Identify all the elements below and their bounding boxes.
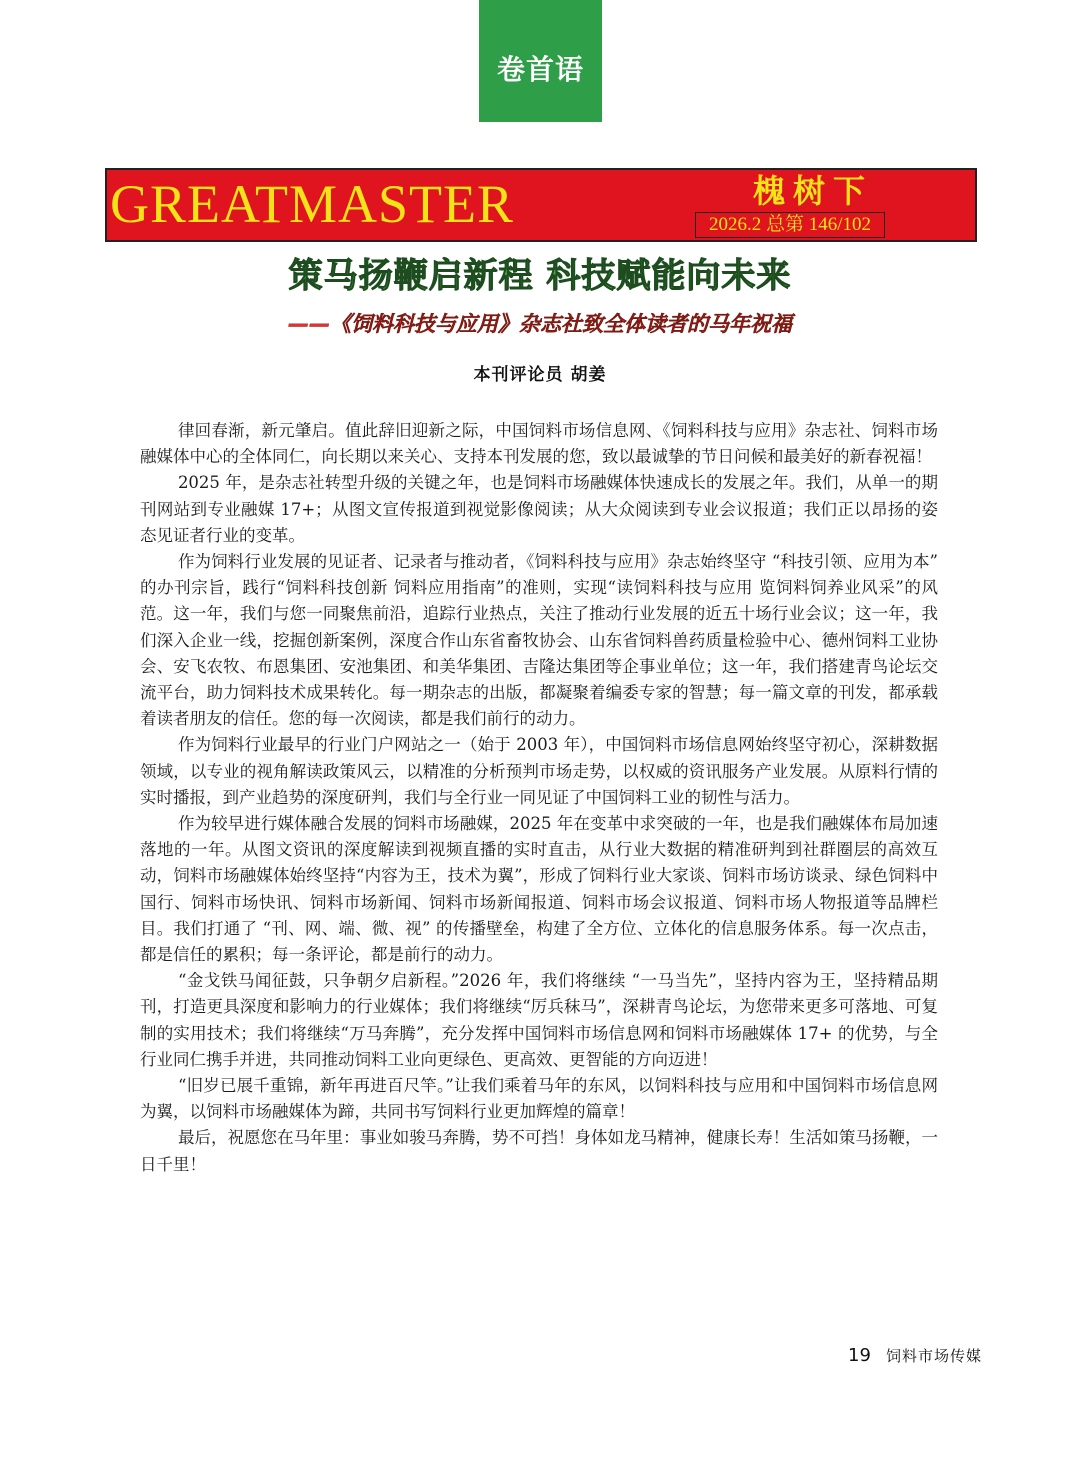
page-number: 19 <box>848 1345 871 1366</box>
article-body <box>140 418 938 1178</box>
page-footer <box>848 1345 982 1366</box>
publication-name: 饲料市场传媒 <box>886 1347 983 1365</box>
article-paragraph: 最后，祝愿您在马年里：事业如骏马奔腾，势不可挡！身体如龙马精神，健康长寿！生活如策马扬鞭，一日千里！ <box>140 1128 938 1174</box>
banner-column-title: 槐树下 <box>752 172 873 210</box>
article-paragraph: 作为饲料行业发展的见证者、记录者与推动者，《饲料科技与应用》杂志始终坚守 “科技引领、应用为本” 的办刊宗旨，践行“饲料科技创新 饲料应用指南”的准则，实现“读饲料科技与应用 览饲料饲养业风采”的风范。这一年，我们与您一同聚焦前沿，追踪行业热点，关注了推动行业发展的近五十场行业会议；这一年，我们深入企业一线，挖掘创新案例，深度合作山东省畜牧协会、山东省饲料兽药质量检验中心、德州饲料工业协会、安飞农牧、布恩集团、安池集团、和美华集团、吉隆达集团等企事业单位；这一年，我们搭建青鸟论坛交流平台，助力饲料技术成果转化。每一期杂志的出版，都凝聚着编委专家的智慧；每一篇文章的刊发，都承载着读者朋友的信任。您的每一次阅读，都是我们前行的动力。 <box>140 552 938 729</box>
column-banner <box>105 168 977 242</box>
banner-issue-number: 2026.2 总第 146/102 <box>695 212 885 238</box>
article-paragraph: 2025 年，是杂志社转型升级的关键之年，也是饲料市场融媒体快速成长的发展之年。我们，从单一的期刊网站到专业融媒 17+；从图文宣传报道到视觉影像阅读；从大众阅读到专业会议报道；我们正以昂扬的姿态见证者行业的变革。 <box>140 473 938 545</box>
article-paragraph: 作为饲料行业最早的行业门户网站之一（始于 2003 年），中国饲料市场信息网始终坚守初心，深耕数据领域，以专业的视角解读政策风云，以精准的分析预判市场走势，以权威的资讯服务产业发展。从原料行情的实时播报，到产业趋势的深度研判，我们与全行业一同见证了中国饲料工业的韧性与活力。 <box>140 735 938 807</box>
article-paragraph: 作为较早进行媒体融合发展的饲料市场融媒，2025 年在变革中求突破的一年，也是我们融媒体布局加速落地的一年。从图文资讯的深度解读到视频直播的实时直击，从行业大数据的精准研判到社群圈层的高效互动，饲料市场融媒体始终坚持“内容为王，技术为翼”，形成了饲料行业大家谈、饲料市场访谈录、绿色饲料中国行、饲料市场快讯、饲料市场新闻、饲料市场新闻报道、饲料市场会议报道、饲料市场人物报道等品牌栏目。我们打通了 “刊、网、端、微、视” 的传播壁垒，构建了全方位、立体化的信息服务体系。每一次点击，都是信任的累积；每一条评论，都是前行的动力。 <box>140 814 938 965</box>
article-paragraph: “旧岁已展千重锦，新年再进百尺竿。”让我们乘着马年的东风，以饲料科技与应用和中国饲料市场信息网为翼，以饲料市场融媒体为蹄，共同书写饲料行业更加辉煌的篇章！ <box>140 1076 938 1122</box>
article-paragraph: 律回春渐，新元肇启。值此辞旧迎新之际，中国饲料市场信息网、《饲料科技与应用》杂志社、饲料市场融媒体中心的全体同仁，向长期以来关心、支持本刊发展的您，致以最诚挚的节日问候和最美好的新春祝福！ <box>140 421 938 467</box>
section-tab <box>479 0 602 122</box>
article-author: 本刊评论员 胡姜 <box>473 365 607 385</box>
article-paragraph: “金戈铁马闻征鼓，只争朝夕启新程。”2026 年，我们将继续 “一马当先”，坚持内容为王，坚持精品期刊，打造更具深度和影响力的行业媒体；我们将继续“厉兵秣马”，深耕青鸟论坛，为您带来更多可落地、可复制的实用技术；我们将继续“万马奔腾”，充分发挥中国饲料市场信息网和饲料市场融媒体 17+ 的优势，与全行业同仁携手并进，共同推动饲料工业向更绿色、更高效、更智能的方向迈进！ <box>140 971 938 1069</box>
article-subheadline: ——《饲料科技与应用》杂志社致全体读者的马年祝福 <box>288 312 792 336</box>
banner-brand: GREATMASTER <box>110 174 515 234</box>
article-headline: 策马扬鞭启新程 科技赋能向未来 <box>288 256 792 296</box>
section-tab-label: 卷首语 <box>496 53 584 86</box>
